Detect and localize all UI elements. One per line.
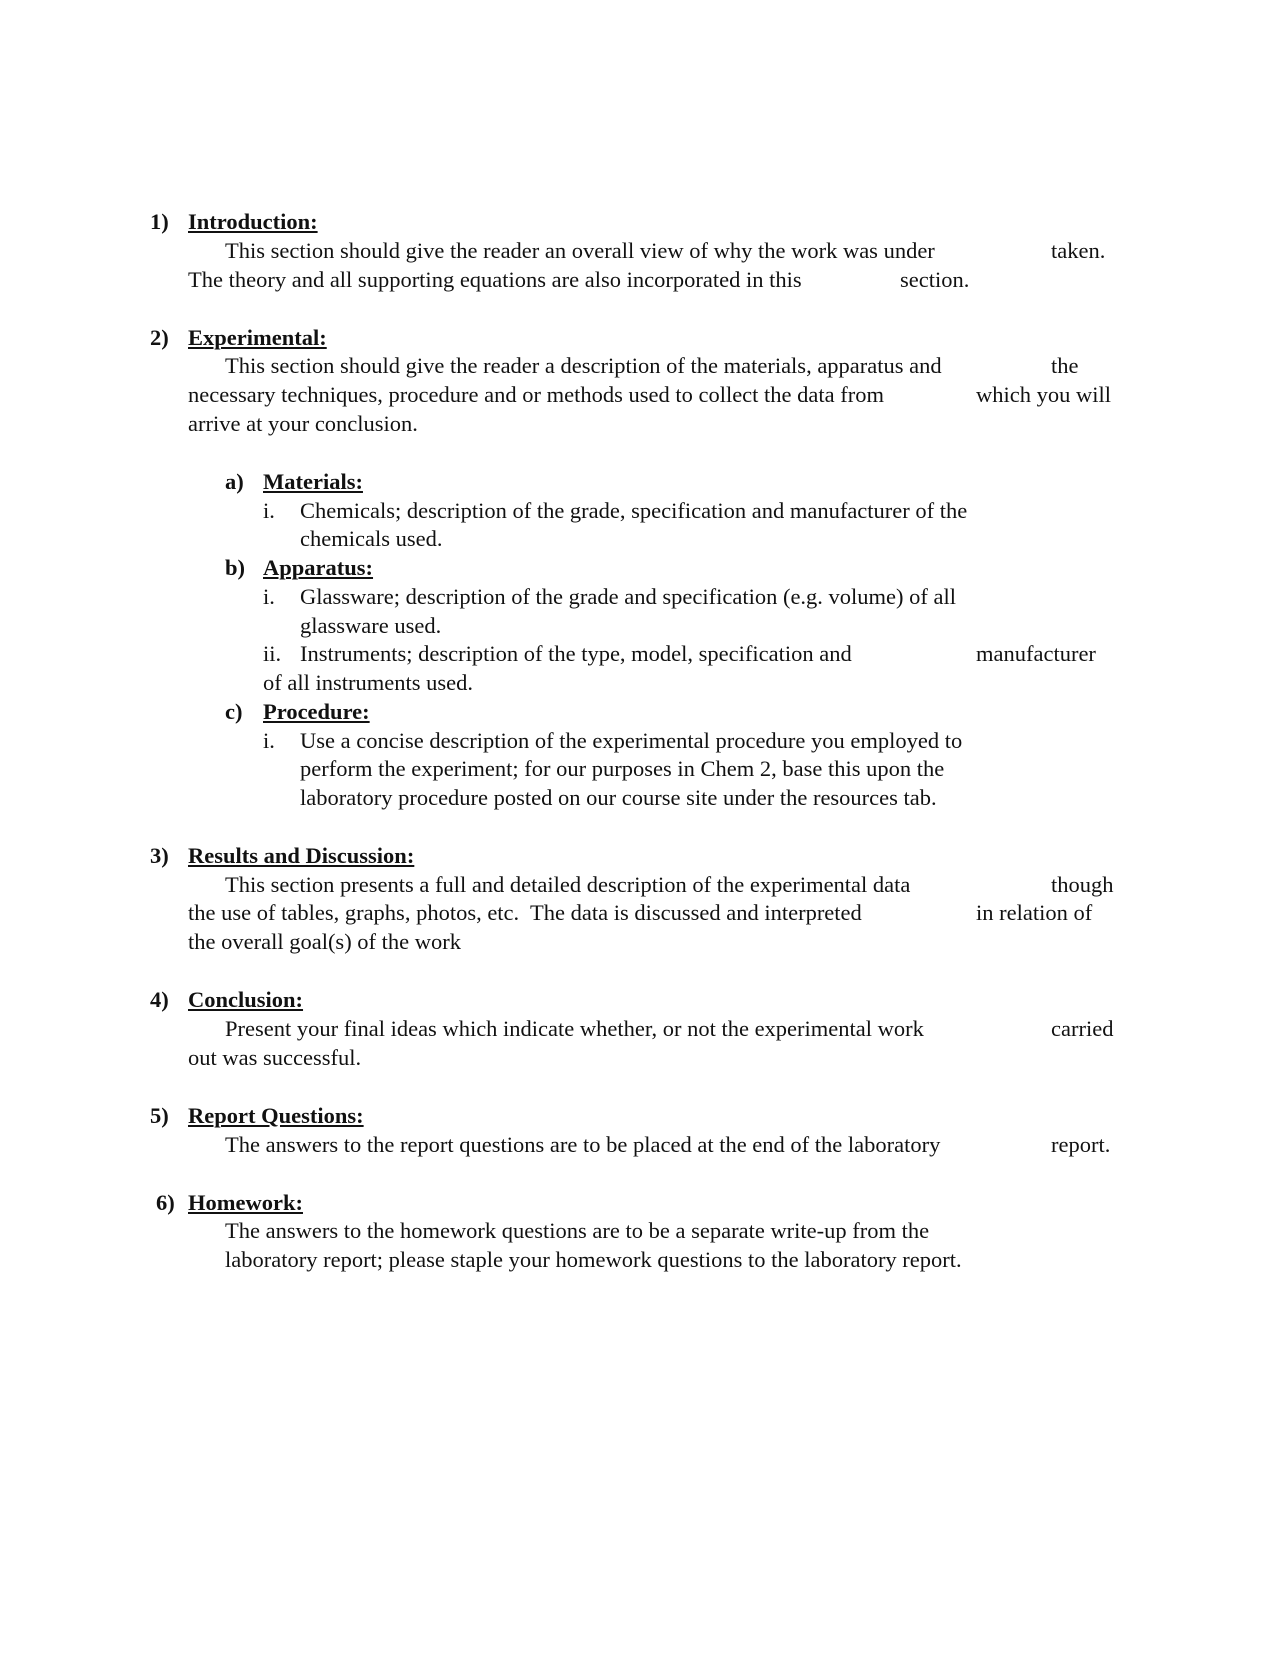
item-numeral: i. [263, 584, 275, 609]
item-line: glassware used. [300, 613, 442, 638]
paragraph-line: taken. [1051, 238, 1106, 263]
paragraph-line: This section should give the reader an overall view of why the work was under [225, 238, 935, 263]
subsection-letter: b) [225, 555, 246, 580]
paragraph-line: the [1051, 353, 1079, 378]
subsection-heading: Apparatus: [263, 555, 374, 580]
subsection-letter: c) [225, 699, 243, 724]
section-heading: Homework: [188, 1190, 303, 1215]
section-number: 3) [150, 843, 169, 868]
section-number: 6) [156, 1190, 175, 1215]
paragraph-line: carried [1051, 1016, 1114, 1041]
section-number: 2) [150, 325, 169, 350]
section-number: 1) [150, 209, 169, 234]
item-line: of all instruments used. [263, 670, 473, 695]
section-heading: Introduction: [188, 209, 318, 234]
paragraph-line: laboratory report; please staple your homework questions to the laboratory report. [225, 1247, 962, 1272]
item-line: laboratory procedure posted on our course site under the resources tab. [300, 785, 937, 810]
item-line: Use a concise description of the experimental procedure you employed to [300, 728, 963, 753]
item-line: Chemicals; description of the grade, specification and manufacturer of the [300, 498, 968, 523]
paragraph-line: necessary techniques, procedure and or methods used to collect the data from [188, 382, 884, 407]
paragraph-line: The answers to the homework questions are to be a separate write-up from the [225, 1218, 930, 1243]
item-line: Instruments; description of the type, model, specification and [300, 641, 852, 666]
section-number: 5) [150, 1103, 169, 1128]
paragraph-line: arrive at your conclusion. [188, 411, 418, 436]
paragraph-line: report. [1051, 1132, 1111, 1157]
paragraph-line: The theory and all supporting equations are also incorporated in this [188, 267, 802, 292]
section-heading: Results and Discussion: [188, 843, 415, 868]
paragraph-line: section. [900, 267, 970, 292]
section-heading: Experimental: [188, 325, 327, 350]
paragraph-line: out was successful. [188, 1045, 362, 1070]
subsection-heading: Materials: [263, 469, 363, 494]
section-number: 4) [150, 987, 169, 1012]
item-numeral: i. [263, 728, 275, 753]
paragraph-line: Present your final ideas which indicate whether, or not the experimental work [225, 1016, 924, 1041]
section-heading: Report Questions: [188, 1103, 364, 1128]
item-line: perform the experiment; for our purposes in Chem 2, base this upon the [300, 756, 945, 781]
paragraph-line: which you will [976, 382, 1111, 407]
paragraph-line: in relation of [976, 900, 1093, 925]
paragraph-line: This section presents a full and detailed description of the experimental data [225, 872, 911, 897]
item-numeral: i. [263, 498, 275, 523]
paragraph-line: though [1051, 872, 1114, 897]
paragraph-line: This section should give the reader a description of the materials, apparatus and [225, 353, 942, 378]
item-line: chemicals used. [300, 526, 443, 551]
paragraph-line: the use of tables, graphs, photos, etc. The data is discussed and interpreted [188, 900, 862, 925]
item-line: Glassware; description of the grade and specification (e.g. volume) of all [300, 584, 957, 609]
item-line: manufacturer [976, 641, 1096, 666]
paragraph-line: The answers to the report questions are to be placed at the end of the laboratory [225, 1132, 941, 1157]
subsection-heading: Procedure: [263, 699, 370, 724]
item-numeral: ii. [263, 641, 282, 666]
paragraph-line: the overall goal(s) of the work [188, 929, 462, 954]
section-heading: Conclusion: [188, 987, 304, 1012]
subsection-letter: a) [225, 469, 244, 494]
